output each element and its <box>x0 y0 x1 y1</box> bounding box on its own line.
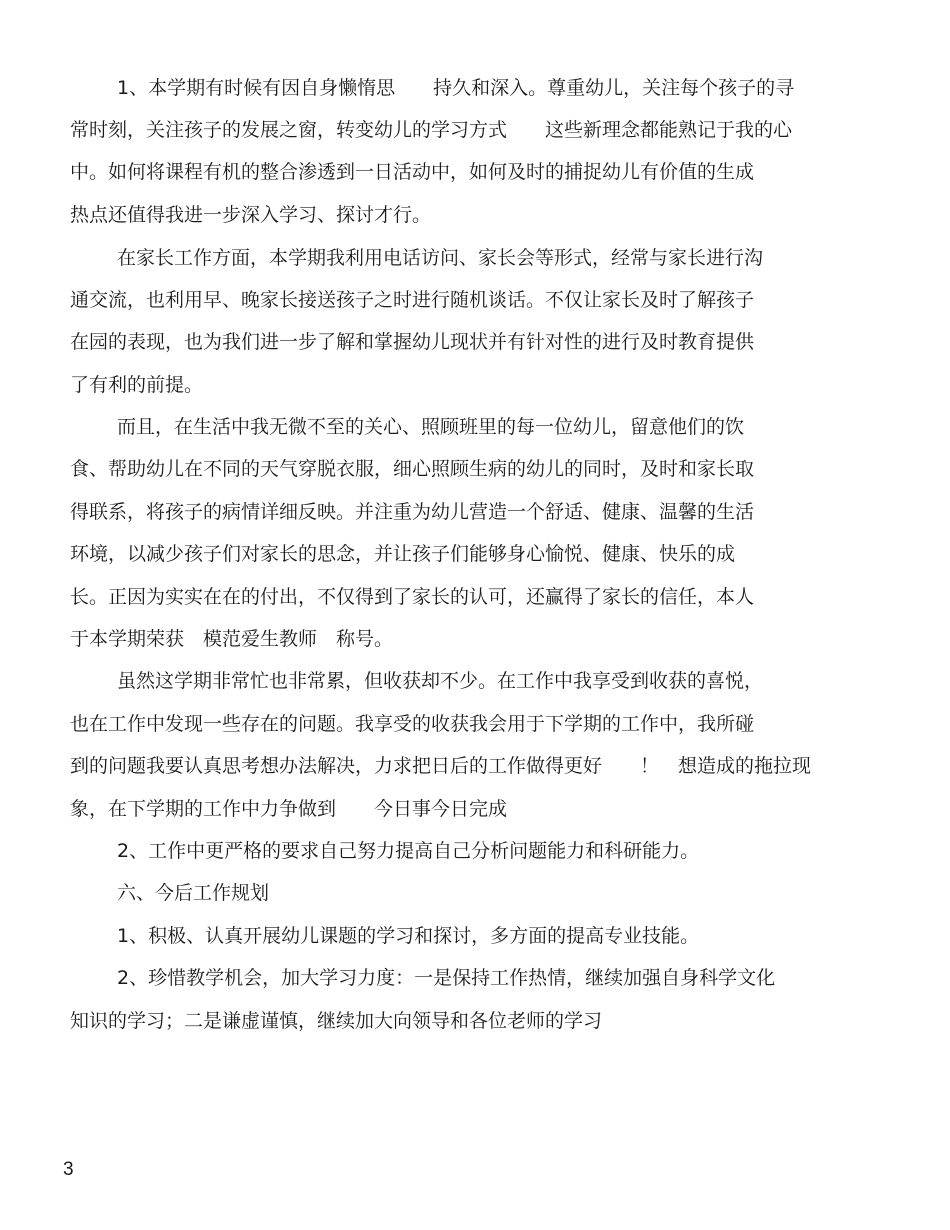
text-line: 1、积极、认真开展幼儿课题的学习和探讨，多方面的提高专业技能。 <box>117 925 700 947</box>
text-line: 食、帮助幼儿在不同的天气穿脱衣服，细心照顾生病的幼儿的同时，及时和家长取 <box>70 458 755 480</box>
section-heading: 六、今后工作规划 <box>117 882 270 904</box>
text-line: 了有利的前提。 <box>70 374 204 396</box>
page-number: 3 <box>63 1159 74 1180</box>
text-line: 热点还值得我进一步深入学习、探讨才行。 <box>70 204 432 226</box>
text-line: 长。正因为实实在在的付出，不仅得到了家长的认可，还赢得了家长的信任，本人 <box>70 586 755 608</box>
text-line: 也在工作中发现一些存在的问题。我享受的收获我会用于下学期的工作中，我所碰 <box>70 713 755 735</box>
text-line: 2、珍惜教学机会，加大学习力度：一是保持工作热情，继续加强自身科学文化 <box>117 967 776 989</box>
text-line: 在园的表现，也为我们进一步了解和掌握幼儿现状并有针对性的进行及时教育提供 <box>70 331 755 353</box>
text-line: 知识的学习；二是谦虚谨慎，继续加大向领导和各位老师的学习 <box>70 1010 603 1032</box>
text-line: 象，在下学期的工作中力争做到 今日事今日完成 <box>70 798 508 820</box>
text-line: 2、工作中更严格的要求自己努力提高自己分析问题能力和科研能力。 <box>117 840 700 862</box>
text-line: 环境，以减少孩子们对家长的思念，并让孩子们能够身心愉悦、健康、快乐的成 <box>70 543 736 565</box>
text-line: 通交流，也利用早、晚家长接送孩子之时进行随机谈话。不仅让家长及时了解孩子 <box>70 289 755 311</box>
text-line: 于本学期荣获 模范爱生教师 称号。 <box>70 628 394 650</box>
text-line: 中。如何将课程有机的整合渗透到一日活动中，如何及时的捕捉幼儿有价值的生成 <box>70 161 755 183</box>
text-line: 而且，在生活中我无微不至的关心、照顾班里的每一位幼儿，留意他们的饮 <box>117 416 745 438</box>
text-line: 1、本学期有时候有因自身懒惰思 持久和深入。尊重幼儿，关注每个孩子的寻 <box>117 77 795 99</box>
text-line: 在家长工作方面，本学期我利用电话访问、家长会等形式，经常与家长进行沟 <box>117 247 764 269</box>
text-line: 虽然这学期非常忙也非常累，但收获却不少。在工作中我享受到收获的喜悦， <box>117 670 764 692</box>
text-line: 到的问题我要认真思考想办法解决，力求把日后的工作做得更好 ！ 想造成的拖拉现 <box>70 755 812 777</box>
text-line: 常时刻，关注孩子的发展之窗，转变幼儿的学习方式 这些新理念都能熟记于我的心 <box>70 119 793 141</box>
text-line: 得联系，将孩子的病情详细反映。并注重为幼儿营造一个舒适、健康、温馨的生活 <box>70 501 755 523</box>
